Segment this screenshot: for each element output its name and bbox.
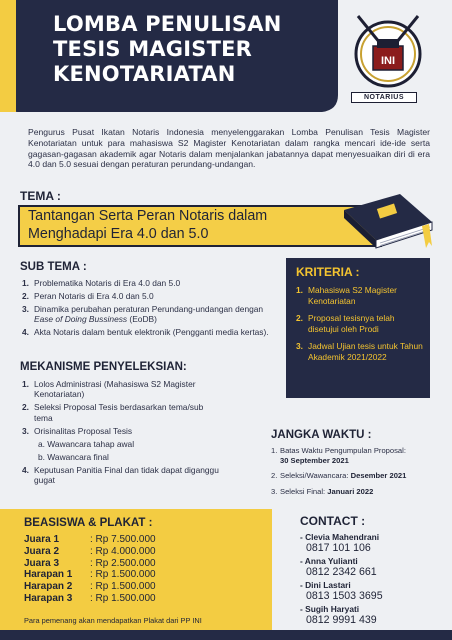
list-item: 2. Seleksi Proposal Tesis berdasarkan tema/sub tema	[22, 402, 204, 423]
tema-line-2: Menghadapi Era 4.0 dan 5.0	[28, 226, 209, 242]
list-item: 1. Batas Waktu Pengumpulan Proposal: 30 September 2021	[271, 446, 406, 465]
tema-text	[28, 207, 348, 243]
list-item: 2. Seleksi/Wawancara: Desember 2021	[271, 471, 407, 481]
logo-label: NOTARIUS	[351, 92, 417, 103]
sub-tema-list	[22, 278, 277, 340]
intro-paragraph: Pengurus Pusat Ikatan Notaris Indonesia menyelenggarakan Lomba Penulisan Tesis Magister Kenotariatan untuk para mahasiswa S2 Magister Kenotariatan dalam rangka mencari ide-ide serta gagasan-gagasan akademik agar Notaris dalam menjalankan jabatannya dapat menyesuaikan diri di era 4.0 dan 5.0 sesuai dengan peraturan perundang-undangan.	[28, 127, 430, 170]
title-line-1: LOMBA PENULISAN	[53, 12, 282, 36]
law-book-icon	[334, 188, 438, 254]
contact-list	[300, 532, 440, 628]
kriteria-list	[296, 285, 426, 370]
contact-item: - Anna Yulianti 0812 2342 661	[300, 556, 377, 578]
logo-ini-text: INI	[380, 55, 396, 67]
list-item: 1. Problematika Notaris di Era 4.0 dan 5.0	[22, 278, 181, 288]
sub-tema-title: SUB TEMA :	[20, 261, 87, 273]
list-item: 1. Lolos Administrasi (Mahasiswa S2 Magister Kenotariatan)	[22, 379, 196, 400]
poster-title	[53, 12, 313, 87]
contact-item: - Clevia Mahendrani 0817 101 106	[300, 532, 380, 554]
contact-item: - Dini Lastari 0813 1503 3695	[300, 580, 383, 602]
mekanisme-list	[22, 379, 222, 488]
list-item: 3. Dinamika perubahan peraturan Perundang-undangan dengan Ease of Doing Bussiness (EoDB)	[22, 304, 264, 325]
mekanisme-title: MEKANISME PENYELEKSIAN:	[20, 361, 187, 373]
list-item: 3. Jadwal Ujian tesis untuk Tahun Akademik 2021/2022	[296, 341, 423, 362]
list-item: 3. Orisinalitas Proposal Tesis	[22, 425, 133, 436]
table-row: Harapan 2 : Rp 1.500.000	[24, 581, 156, 593]
jangka-waktu-title: JANGKA WAKTU :	[271, 429, 372, 441]
list-item: 2. Peran Notaris di Era 4.0 dan 5.0	[22, 291, 154, 301]
list-item: 4. Akta Notaris dalam bentuk elektronik (Pengganti media kertas).	[22, 327, 269, 338]
beasiswa-title: BEASISWA & PLAKAT :	[24, 517, 153, 529]
jangka-waktu-list	[271, 446, 441, 502]
list-item: 4. Keputusan Panitia Final dan tidak dapat diganggu gugat	[22, 464, 219, 486]
table-row: Juara 3 : Rp 2.500.000	[24, 557, 156, 569]
list-item: b. Wawancara final	[38, 451, 109, 462]
tema-line-1: Tantangan Serta Peran Notaris dalam	[28, 208, 268, 224]
beasiswa-note: Para pemenang akan mendapatkan Plakat dari PP INI	[24, 616, 202, 625]
contact-item: - Sugih Haryati 0812 9991 439	[300, 604, 377, 626]
table-row: Juara 1 : Rp 7.500.000	[24, 534, 156, 545]
table-row: Juara 2 : Rp 4.000.000	[24, 545, 156, 557]
list-item: 1. Mahasiswa S2 Magister Kenotariatan	[296, 285, 397, 306]
list-item: 2. Proposal tesisnya telah disetujui oleh Prodi	[296, 313, 395, 334]
bottom-strip	[0, 630, 452, 640]
beasiswa-table	[24, 534, 156, 605]
tema-label: TEMA :	[20, 189, 61, 203]
kriteria-title: KRITERIA :	[296, 265, 360, 279]
table-row: Harapan 3 : Rp 1.500.000	[24, 592, 156, 604]
contact-title: CONTACT :	[300, 514, 366, 528]
list-item: 3. Seleksi Final: Januari 2022	[271, 486, 374, 496]
list-item: a. Wawancara tahap awal	[38, 438, 135, 449]
title-line-3: KENOTARIATAN	[53, 62, 236, 86]
table-row: Harapan 1 : Rp 1.500.000	[24, 569, 156, 581]
title-line-2: TESIS MAGISTER	[53, 37, 253, 61]
